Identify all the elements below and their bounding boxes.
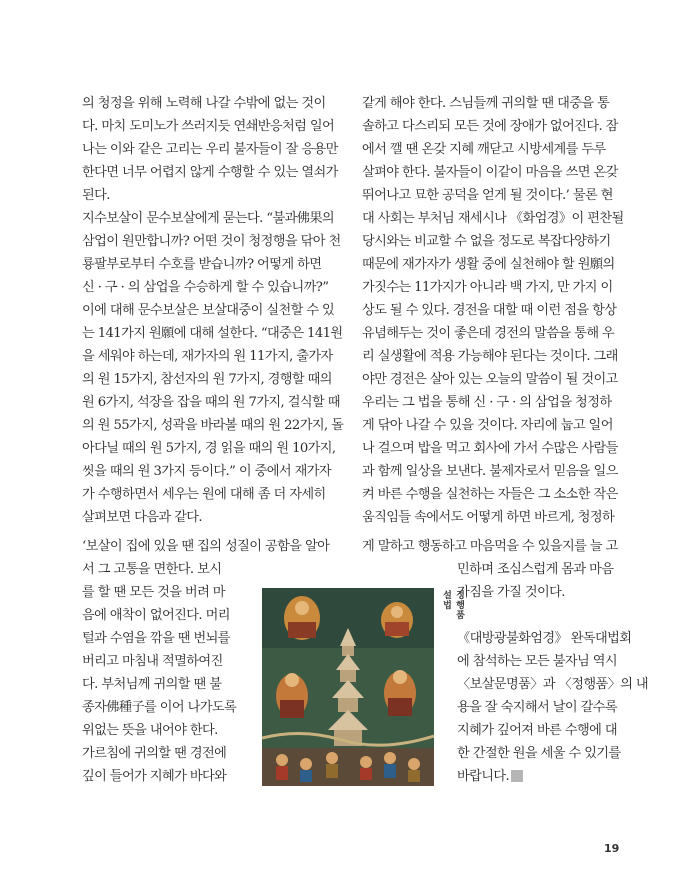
text-line: 다. 마치 도미노가 쓰러지듯 연쇄반응처럼 일어: [82, 119, 335, 134]
end-mark-icon: [511, 770, 523, 782]
text-line-final: 바랍니다.: [457, 769, 510, 784]
text-line: 살펴보면 다음과 같다.: [82, 510, 203, 525]
text-line: 같게 해야 한다. 스님들께 귀의할 땐 대중을 통: [362, 96, 610, 111]
text-line: 원 6가지, 석장을 잡을 때의 원 7가지, 걸식할 때: [82, 395, 340, 410]
text-line: 에 참석하는 모든 불자님 역시: [457, 654, 618, 669]
text-line: 상도 될 수 있다. 경전을 대할 때 이런 점을 항상: [362, 303, 617, 318]
text-line: 지수보살이 문수보살에게 묻는다. “불과佛果의: [82, 211, 335, 226]
text-line: 솔하고 다스리되 모든 것에 장애가 없어진다. 잠: [362, 119, 618, 134]
text-line: 리 실생활에 적용 가능해야 된다는 것이다. 그래: [362, 349, 618, 364]
text-line: [457, 767, 700, 787]
text-line: 가짓수는 11가지가 아니라 백 가지, 만 가지 이: [362, 280, 613, 295]
text-line: 과 함께 일상을 보낸다. 불제자로서 믿음을 일으: [362, 464, 618, 479]
text-line: 다. 부처님께 귀의할 땐 불: [82, 677, 222, 692]
text-line: 뛰어나고 묘한 공덕을 얻게 될 것이다.’ 물론 현: [362, 188, 613, 203]
text-line: 당시와는 비교할 수 없을 정도로 복잡다양하기: [362, 234, 611, 249]
text-line: 종자佛種子를 이어 나가도록: [82, 700, 237, 715]
text-line: 살펴야 한다. 불자들이 이같이 마음을 쓰면 온갖: [362, 165, 618, 180]
page-number: 19: [604, 842, 620, 855]
text-line: 용을 잘 숙지해서 날이 갈수록: [457, 700, 618, 715]
text-line: 깊이 들어가 지혜가 바다와: [82, 769, 227, 784]
text-line: 움직임들 속에서도 어떻게 하면 바르게, 청정하: [362, 510, 615, 525]
text-line: 을 세워야 하는데, 재가자의 원 11가지, 출가자: [82, 349, 333, 364]
buddhist-painting: [262, 588, 434, 786]
text-line: 《대방광불화엄경》 완독대법회: [457, 631, 632, 646]
text-line: 한 간절한 원을 세울 수 있기를: [457, 746, 621, 761]
text-line: 의 원 15가지, 참선자의 원 7가지, 경행할 때의: [82, 372, 332, 387]
text-line: 가 수행하면서 세우는 원에 대해 좀 더 자세히: [82, 487, 326, 502]
text-line: 〈보살문명품〉과 〈정행품〉의 내: [457, 677, 649, 692]
text-line: 가짐을 가질 것이다.: [457, 585, 565, 600]
painting-image: [262, 588, 434, 786]
text-line: 를 할 땐 모든 것을 버려 마: [82, 585, 225, 600]
text-line: 대 사회는 부처님 재세시나 《화엄경》이 편찬될: [362, 211, 624, 226]
text-line: 켜 바른 수행을 실천하는 자들은 그 소소한 작은: [362, 487, 618, 502]
text-line: 음에 애착이 없어진다. 머리: [82, 608, 230, 623]
text-line: 삼업이 원만합니까? 어떤 것이 청정행을 닦아 천: [82, 234, 341, 249]
text-line: 위없는 뜻을 내어야 한다.: [82, 723, 218, 738]
text-line: 의 청정을 위해 노력해 나갈 수밖에 없는 것이: [82, 96, 326, 111]
text-line: 버리고 마침내 적멸하여진: [82, 654, 223, 669]
text-line: 나 걸으며 밥을 먹고 회사에 가서 수많은 사람들: [362, 441, 618, 456]
text-line: 의 원 55가지, 성곽을 바라볼 때의 원 22가지, 돌: [82, 418, 344, 433]
text-line: 나는 이와 같은 고리는 우리 불자들이 잘 응용만: [82, 142, 338, 157]
text-line: 게 말하고 행동하고 마음먹을 수 있을지를 늘 고: [362, 539, 618, 554]
text-line: 우리는 그 법을 통해 신 · 구 · 의 삼업을 청정하: [362, 395, 612, 410]
text-line: 유념해두는 것이 좋은데 경전의 말씀을 통해 우: [362, 326, 615, 341]
text-line: 가르침에 귀의할 땐 경전에: [82, 746, 227, 761]
text-line: 게 닦아 나갈 수 있을 것이다. 자리에 눕고 일어: [362, 418, 613, 433]
text-line: 민하며 조심스럽게 몸과 마음: [457, 562, 614, 577]
text-line: 한다면 너무 어렵지 않게 수행할 수 있는 열쇠가: [82, 165, 338, 180]
text-line: 지혜가 깊어져 바른 수행에 대: [457, 723, 618, 738]
text-line: ‘보살이 집에 있을 땐 집의 성질이 공함을 알아: [82, 539, 330, 554]
text-line: 룡팔부로부터 수호를 받습니까? 어떻게 하면: [82, 257, 322, 272]
text-line: 때문에 재가자가 생활 중에 실천해야 할 원願의: [362, 257, 615, 272]
image-caption: [440, 590, 466, 620]
text-line: 씻을 때의 원 3가지 등이다.” 이 중에서 재가자: [82, 464, 332, 479]
text-line: 털과 수염을 깎을 땐 번뇌를: [82, 631, 230, 646]
text-line: 야만 경전은 살아 있는 오늘의 말씀이 될 것이고: [362, 372, 618, 387]
text-line: 에서 깰 땐 온갖 지혜 깨닫고 시방세계를 두루: [362, 142, 606, 157]
text-line: 서 그 고통을 면한다. 보시: [82, 562, 222, 577]
text-line: 는 141가지 원願에 대해 설한다. “대중은 141원: [82, 326, 343, 341]
text-line: 이에 대해 문수보살은 보살대중이 실천할 수 있: [82, 303, 335, 318]
text-line: 된다.: [82, 188, 110, 203]
text-line: 신 · 구 · 의 삼업을 수승하게 할 수 있습니까?”: [82, 280, 329, 295]
text-line: 아다닐 때의 원 5가지, 경 읽을 때의 원 10가지,: [82, 441, 336, 456]
caption-line: 설법: [441, 590, 451, 610]
caption-line: 정행품: [454, 590, 464, 620]
